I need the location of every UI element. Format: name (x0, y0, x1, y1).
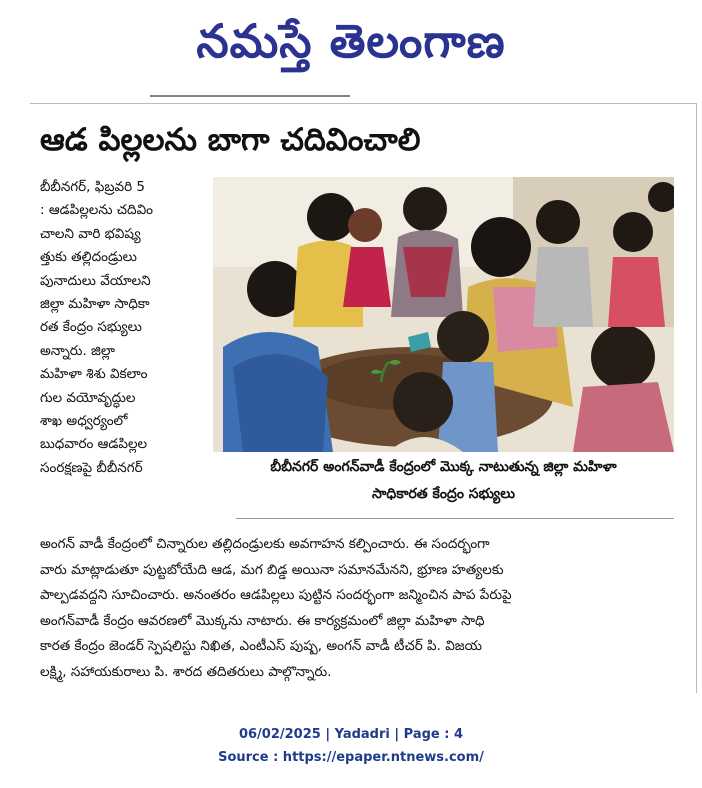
caption-line: బీబీనగర్ అంగన్‌వాడీ కేంద్రంలో మొక్క నాటుతున్న జిల్లా మహిళా (270, 459, 617, 475)
body-line: పాల్పడవద్దని సూచించారు. అనంతరం ఆడపిల్లలు పుట్టిన సందర్భంగా జన్మించిన పాప పేరుపై (40, 587, 512, 603)
column-line: త్తుకు తల్లిదండ్రులు (40, 249, 137, 266)
column-line: గుల వయోవృద్ధుల (40, 389, 136, 406)
body-line: అంగన్ వాడీ కేంద్రంలో చిన్నారుల తల్లిదండ్రులకు అవగాహన కల్పించారు. ఈ సందర్భంగా (40, 536, 490, 552)
column-line: : ఆడపిల్లలను చదివిం (40, 202, 154, 219)
top-divider (30, 103, 697, 104)
column-line: రత కేంద్రం సభ్యులు (40, 319, 142, 336)
newspaper-masthead: నమస్తే తెలంగాణ (196, 14, 506, 68)
article-column-text (40, 176, 206, 480)
column-line: బుధవారం ఆడపిల్లల (40, 436, 148, 453)
column-line: శాఖ అధ్వర్యంలో (40, 413, 128, 430)
column-line: బీబీనగర్, ఫిబ్రవరి 5 (40, 179, 145, 195)
footer-source: Source : https://epaper.ntnews.com/ (218, 750, 484, 765)
article-body-text (40, 532, 680, 685)
caption-line: సాధికారత కేంద్రం సభ్యులు (372, 486, 515, 502)
article-photo (213, 177, 674, 452)
body-line: వారు మాట్లాడుతూ పుట్టబోయేది ఆడ, మగ బిడ్డ అయినా సమానమేనని, భ్రూణ హత్యలకు (40, 561, 504, 578)
column-line: సంరక్షణపై బీబీనగర్ (40, 459, 143, 476)
photo-caption (213, 454, 674, 518)
column-line: పునాదులు వేయాలని (40, 272, 151, 289)
photo-illustration (213, 177, 674, 452)
footer-date-edition: 06/02/2025 | Yadadri | Page : 4 (238, 727, 464, 742)
body-line: అంగన్‌వాడీ కేంద్రం ఆవరణలో మొక్కను నాటారు. ఈ కార్యక్రమంలో జిల్లా మహిళా సాధి (40, 612, 485, 629)
caption-divider (236, 518, 674, 519)
column-line: జిల్లా మహిళా సాధికా (40, 296, 150, 313)
article-headline: ఆడ పిల్లలను బాగా చదివించాలి (40, 122, 421, 158)
column-line: అన్నారు. జిల్లా (40, 342, 116, 359)
column-line: చాలని వారి భవిష్య (40, 225, 141, 242)
body-line: లక్ష్మి, సహాయకురాలు పి. శారద తదితరులు పాల్గొన్నారు. (40, 663, 332, 680)
column-line: మహిళా శిశు వికలాం (40, 366, 148, 383)
body-line: కారత కేంద్రం జెండర్ స్పెషలిస్టు నిఖిత, ఎంటీఎస్ పుష్ప, అంగన్ వాడీ టీచర్ పి. విజయ (40, 638, 483, 654)
cropped-previous-text (150, 95, 350, 103)
right-divider (696, 103, 697, 693)
